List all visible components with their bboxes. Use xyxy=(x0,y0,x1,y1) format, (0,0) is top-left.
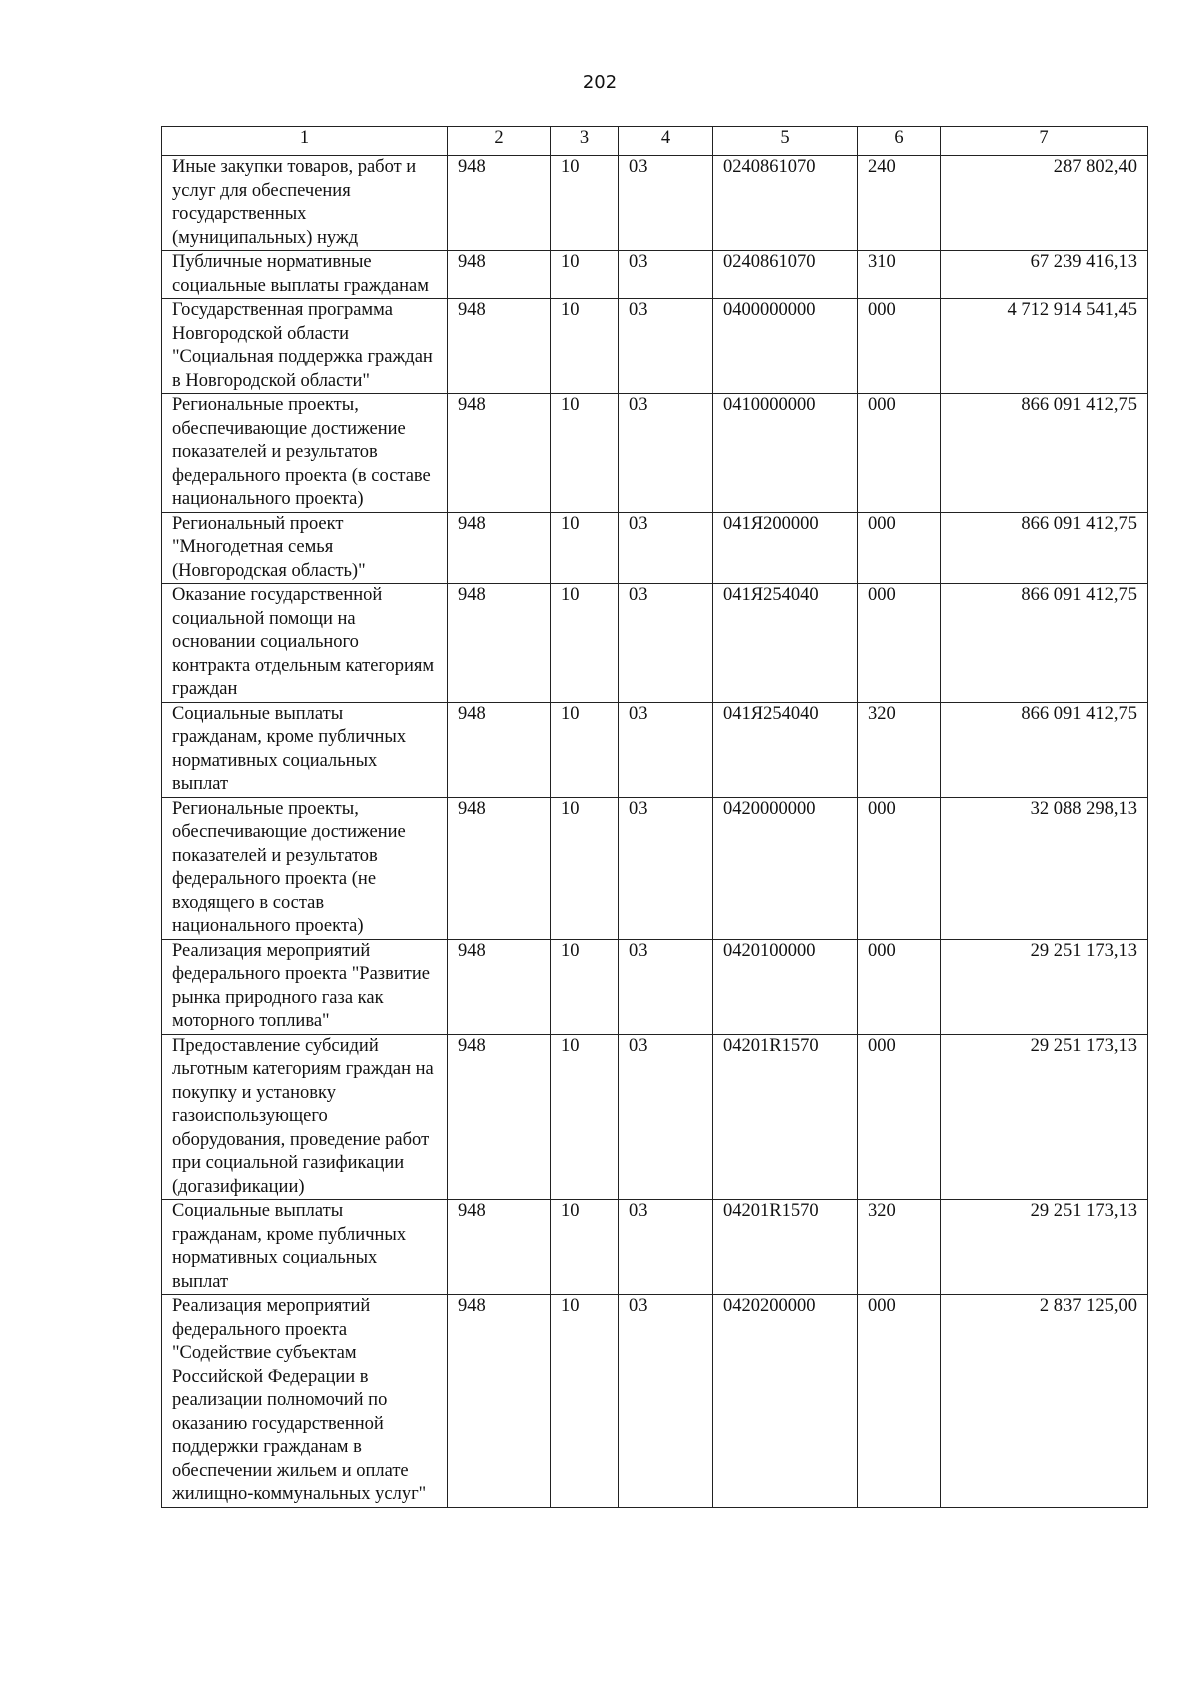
table-row xyxy=(162,156,1148,251)
section-code-cell: 10 xyxy=(551,939,619,1034)
target-article-cell: 0420200000 xyxy=(713,1295,858,1508)
section-code-cell: 10 xyxy=(551,299,619,394)
target-article-cell: 04201R1570 xyxy=(713,1200,858,1295)
table-row xyxy=(162,797,1148,939)
subsection-code-cell: 03 xyxy=(619,797,713,939)
target-article-cell: 0410000000 xyxy=(713,394,858,513)
ministry-code-cell: 948 xyxy=(448,1295,551,1508)
expense-type-cell: 000 xyxy=(858,797,941,939)
expense-name-cell: Предоставление субсидий льготным категориям граждан на покупку и установку газоиспользующего оборудования, проведение работ при социальной газификации (догазификации) xyxy=(162,1034,448,1200)
amount-cell: 29 251 173,13 xyxy=(941,939,1148,1034)
budget-table xyxy=(161,126,1148,1508)
subsection-code-cell: 03 xyxy=(619,702,713,797)
expense-type-cell: 320 xyxy=(858,702,941,797)
ministry-code-cell: 948 xyxy=(448,156,551,251)
ministry-code-cell: 948 xyxy=(448,939,551,1034)
subsection-code-cell: 03 xyxy=(619,156,713,251)
subsection-code-cell: 03 xyxy=(619,1034,713,1200)
section-code-cell: 10 xyxy=(551,584,619,703)
amount-cell: 866 091 412,75 xyxy=(941,512,1148,584)
expense-type-cell: 000 xyxy=(858,1034,941,1200)
table-row xyxy=(162,702,1148,797)
ministry-code-cell: 948 xyxy=(448,1034,551,1200)
expense-name-cell: Реализация мероприятий федерального проекта "Содействие субъектам Российской Федерации в реализации полномочий по оказанию государственной поддержки гражданам в обеспечении жильем и оплате жилищно-коммунальных услуг" xyxy=(162,1295,448,1508)
column-header: 2 xyxy=(448,127,551,156)
amount-cell: 4 712 914 541,45 xyxy=(941,299,1148,394)
section-code-cell: 10 xyxy=(551,512,619,584)
table-row xyxy=(162,394,1148,513)
table-row xyxy=(162,299,1148,394)
ministry-code-cell: 948 xyxy=(448,394,551,513)
target-article-cell: 0240861070 xyxy=(713,251,858,299)
expense-type-cell: 240 xyxy=(858,156,941,251)
section-code-cell: 10 xyxy=(551,797,619,939)
target-article-cell: 041Я200000 xyxy=(713,512,858,584)
section-code-cell: 10 xyxy=(551,1200,619,1295)
ministry-code-cell: 948 xyxy=(448,299,551,394)
table-row xyxy=(162,251,1148,299)
subsection-code-cell: 03 xyxy=(619,394,713,513)
subsection-code-cell: 03 xyxy=(619,1200,713,1295)
amount-cell: 866 091 412,75 xyxy=(941,394,1148,513)
target-article-cell: 0240861070 xyxy=(713,156,858,251)
expense-name-cell: Публичные нормативные социальные выплаты гражданам xyxy=(162,251,448,299)
expense-type-cell: 320 xyxy=(858,1200,941,1295)
expense-type-cell: 000 xyxy=(858,512,941,584)
ministry-code-cell: 948 xyxy=(448,584,551,703)
target-article-cell: 0420000000 xyxy=(713,797,858,939)
column-header: 1 xyxy=(162,127,448,156)
expense-type-cell: 310 xyxy=(858,251,941,299)
section-code-cell: 10 xyxy=(551,1295,619,1508)
column-header: 6 xyxy=(858,127,941,156)
ministry-code-cell: 948 xyxy=(448,251,551,299)
column-header: 4 xyxy=(619,127,713,156)
ministry-code-cell: 948 xyxy=(448,1200,551,1295)
subsection-code-cell: 03 xyxy=(619,939,713,1034)
ministry-code-cell: 948 xyxy=(448,797,551,939)
expense-type-cell: 000 xyxy=(858,299,941,394)
amount-cell: 29 251 173,13 xyxy=(941,1034,1148,1200)
table-row xyxy=(162,1034,1148,1200)
subsection-code-cell: 03 xyxy=(619,512,713,584)
subsection-code-cell: 03 xyxy=(619,299,713,394)
amount-cell: 67 239 416,13 xyxy=(941,251,1148,299)
ministry-code-cell: 948 xyxy=(448,702,551,797)
subsection-code-cell: 03 xyxy=(619,251,713,299)
table-row xyxy=(162,1200,1148,1295)
expense-name-cell: Социальные выплаты гражданам, кроме публичных нормативных социальных выплат xyxy=(162,702,448,797)
column-header: 7 xyxy=(941,127,1148,156)
section-code-cell: 10 xyxy=(551,251,619,299)
expense-name-cell: Реализация мероприятий федерального проекта "Развитие рынка природного газа как моторного топлива" xyxy=(162,939,448,1034)
section-code-cell: 10 xyxy=(551,702,619,797)
header-row xyxy=(162,127,1148,156)
target-article-cell: 041Я254040 xyxy=(713,584,858,703)
expense-name-cell: Региональный проект "Многодетная семья (Новгородская область)" xyxy=(162,512,448,584)
expense-name-cell: Социальные выплаты гражданам, кроме публичных нормативных социальных выплат xyxy=(162,1200,448,1295)
amount-cell: 287 802,40 xyxy=(941,156,1148,251)
amount-cell: 29 251 173,13 xyxy=(941,1200,1148,1295)
target-article-cell: 0420100000 xyxy=(713,939,858,1034)
expense-type-cell: 000 xyxy=(858,1295,941,1508)
column-header: 3 xyxy=(551,127,619,156)
expense-name-cell: Оказание государственной социальной помощи на основании социального контракта отдельным категориям граждан xyxy=(162,584,448,703)
subsection-code-cell: 03 xyxy=(619,584,713,703)
amount-cell: 2 837 125,00 xyxy=(941,1295,1148,1508)
table-row xyxy=(162,512,1148,584)
amount-cell: 866 091 412,75 xyxy=(941,702,1148,797)
table-row xyxy=(162,1295,1148,1508)
target-article-cell: 0400000000 xyxy=(713,299,858,394)
table-row xyxy=(162,584,1148,703)
expense-name-cell: Региональные проекты, обеспечивающие достижение показателей и результатов федерального проекта (в составе национального проекта) xyxy=(162,394,448,513)
subsection-code-cell: 03 xyxy=(619,1295,713,1508)
expense-name-cell: Иные закупки товаров, работ и услуг для обеспечения государственных (муниципальных) нужд xyxy=(162,156,448,251)
section-code-cell: 10 xyxy=(551,394,619,513)
expense-type-cell: 000 xyxy=(858,939,941,1034)
amount-cell: 32 088 298,13 xyxy=(941,797,1148,939)
expense-name-cell: Региональные проекты, обеспечивающие достижение показателей и результатов федерального проекта (не входящего в состав национального проекта) xyxy=(162,797,448,939)
expense-type-cell: 000 xyxy=(858,394,941,513)
page-number: 202 xyxy=(582,72,618,93)
section-code-cell: 10 xyxy=(551,156,619,251)
expense-name-cell: Государственная программа Новгородской области "Социальная поддержка граждан в Новгородской области" xyxy=(162,299,448,394)
target-article-cell: 041Я254040 xyxy=(713,702,858,797)
ministry-code-cell: 948 xyxy=(448,512,551,584)
table-row xyxy=(162,939,1148,1034)
expense-type-cell: 000 xyxy=(858,584,941,703)
target-article-cell: 04201R1570 xyxy=(713,1034,858,1200)
column-header: 5 xyxy=(713,127,858,156)
amount-cell: 866 091 412,75 xyxy=(941,584,1148,703)
section-code-cell: 10 xyxy=(551,1034,619,1200)
